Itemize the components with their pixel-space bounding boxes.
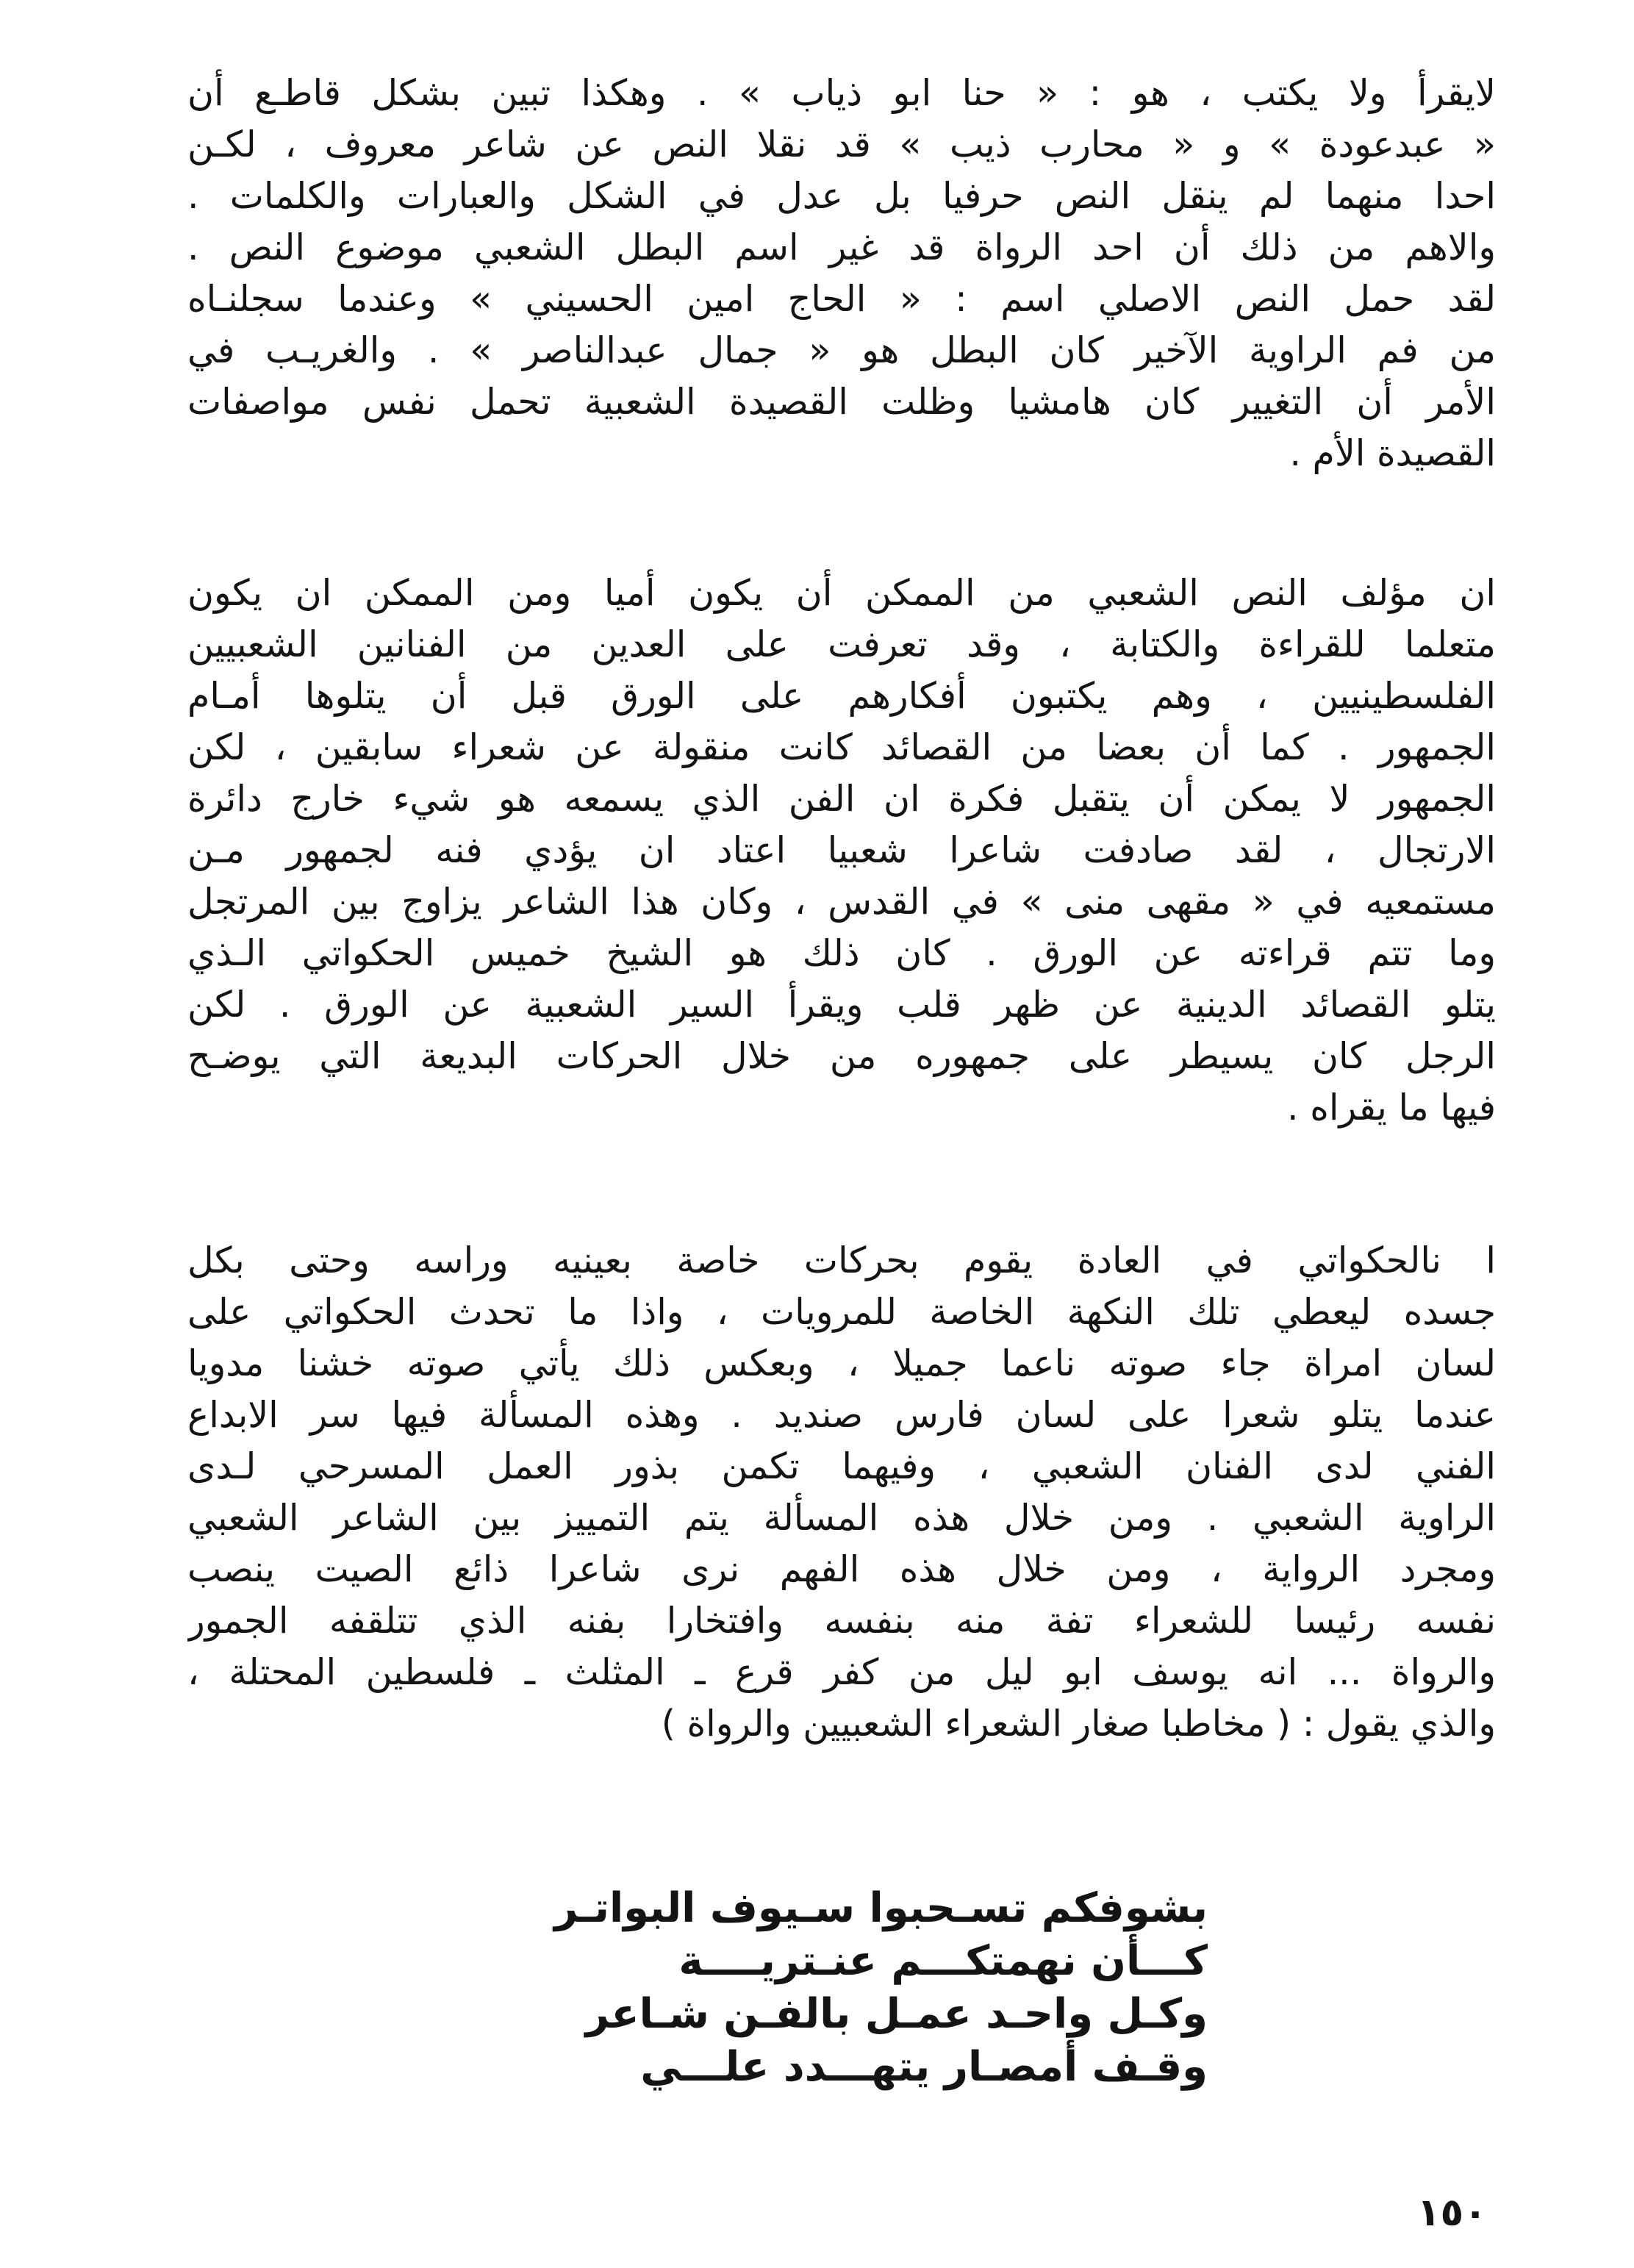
paragraph-line: الرجل كان يسيطر على جمهوره من خلال الحركات البديعة التي يوضـح [187, 1035, 1496, 1077]
paragraph-line: ومجرد الرواية ، ومن خلال هذه الفهم نرى شاعرا ذائع الصيت ينصب [187, 1548, 1496, 1590]
poem-verse-line: وكـل واحـد عمـل بالفـن شـاعر [585, 1990, 1208, 2038]
paragraph-line: لقد حمل النص الاصلي اسم : « الحاج امين الحسيني » وعندما سجلنـاه [187, 278, 1496, 320]
paragraph-line: القصيدة الأم . [1289, 432, 1496, 474]
paragraph-line: والذي يقول : ( مخاطبا صغار الشعراء الشعبيين والرواة ) [661, 1703, 1496, 1745]
paragraph-line: الفني لدى الفنان الشعبي ، وفيهما تكمن بذور العمل المسرحي لـدى [187, 1445, 1496, 1487]
paragraph-line: فيها ما يقراه . [1287, 1087, 1496, 1128]
paragraph-line: الأمر أن التغيير كان هامشيا وظلت القصيدة الشعبية تحمل نفس مواصفات [187, 381, 1496, 423]
poem-verses [473, 1882, 1208, 2094]
paragraph-line: الارتجال ، لقد صادفت شاعرا شعبيا اعتاد ان يؤدي فنه لجمهور مـن [187, 829, 1496, 871]
paragraph-line: يتلو القصائد الدينية عن ظهر قلب ويقرأ السير الشعبية عن الورق . لكن [187, 984, 1496, 1026]
paragraph-line: مستمعيه في « مقهى منى » في القدس ، وكان هذا الشاعر يزاوج بين المرتجل [187, 881, 1496, 923]
paragraph-2 [187, 568, 1496, 1134]
paragraph-line: الفلسطينيين ، وهم يكتبون أفكارهم على الورق قبل أن يتلوها أمـام [187, 675, 1496, 717]
paragraph-line: نفسه رئيسا للشعراء تفة منه بنفسه وافتخارا بفنه الذي تتلقفه الجمور [187, 1600, 1496, 1642]
paragraph-line: عندما يتلو شعرا على لسان فارس صنديد . وهذه المسألة فيها سر الابداع [187, 1394, 1496, 1436]
paragraph-line: والرواة ... انه يوسف ابو ليل من كفر قرع ـ المثلث ـ فلسطين المحتلة ، [187, 1651, 1496, 1693]
paragraph-1 [187, 68, 1496, 479]
paragraph-line: الجمهور . كما أن بعضا من القصائد كانت منقولة عن شعراء سابقين ، لكن [187, 726, 1496, 768]
paragraph-line: لايقرأ ولا يكتب ، هو : « حنا ابو ذياب » . وهكذا تبين بشكل قاطـع أن [187, 72, 1496, 114]
paragraph-line: ان مؤلف النص الشعبي من الممكن أن يكون أميا ومن الممكن ان يكون [187, 572, 1496, 614]
paragraph-line: « عبدعودة » و « محارب ذيب » قد نقلا النص عن شاعر معروف ، لكـن [187, 124, 1496, 165]
paragraph-line: الجمهور لا يمكن أن يتقبل فكرة ان الفن الذي يسمعه هو شيء خارج دائرة [187, 778, 1496, 820]
paragraph-line: احدا منهما لم ينقل النص حرفيا بل عدل في الشكل والعبارات والكلمات . [187, 175, 1496, 217]
paragraph-line: متعلما للقراءة والكتابة ، وقد تعرفت على العدين من الفنانين الشعبيين [187, 623, 1496, 665]
paragraph-3 [187, 1235, 1496, 1750]
poem-verse-line: كـــأن نهمتكـــم عنـتريــــة [678, 1937, 1208, 1985]
paragraph-line: من فم الراوية الآخير كان البطل هو « جمال عبدالناصر » . والغريـب في [187, 329, 1496, 371]
paragraph-line: جسده ليعطي تلك النكهة الخاصة للمرويات ، واذا ما تحدث الحكواتي على [187, 1291, 1496, 1333]
paragraph-line: لسان امراة جاء صوته ناعما جميلا ، وبعكس ذلك يأتي صوته خشنا مدويا [187, 1342, 1496, 1384]
poem-verse-line: بشوفكم تسـحبوا سـيوف البواتـر [553, 1884, 1208, 1932]
page-number: ١٥٠ [1416, 2191, 1487, 2235]
poem-verse-line: وقـف أمصـار يتهـــدد علـــي [640, 2043, 1208, 2091]
paragraph-line: ا نالحكواتي في العادة يقوم بحركات خاصة بعينيه وراسه وحتى بكل [187, 1239, 1496, 1281]
paragraph-line: الراوية الشعبي . ومن خلال هذه المسألة يتم التمييز بين الشاعر الشعبي [187, 1497, 1496, 1539]
paragraph-line: والاهم من ذلك أن احد الرواة قد غير اسم البطل الشعبي موضوع النص . [187, 226, 1496, 268]
paragraph-line: وما تتم قراءته عن الورق . كان ذلك هو الشيخ خميس الحكواتي الـذي [187, 932, 1496, 974]
